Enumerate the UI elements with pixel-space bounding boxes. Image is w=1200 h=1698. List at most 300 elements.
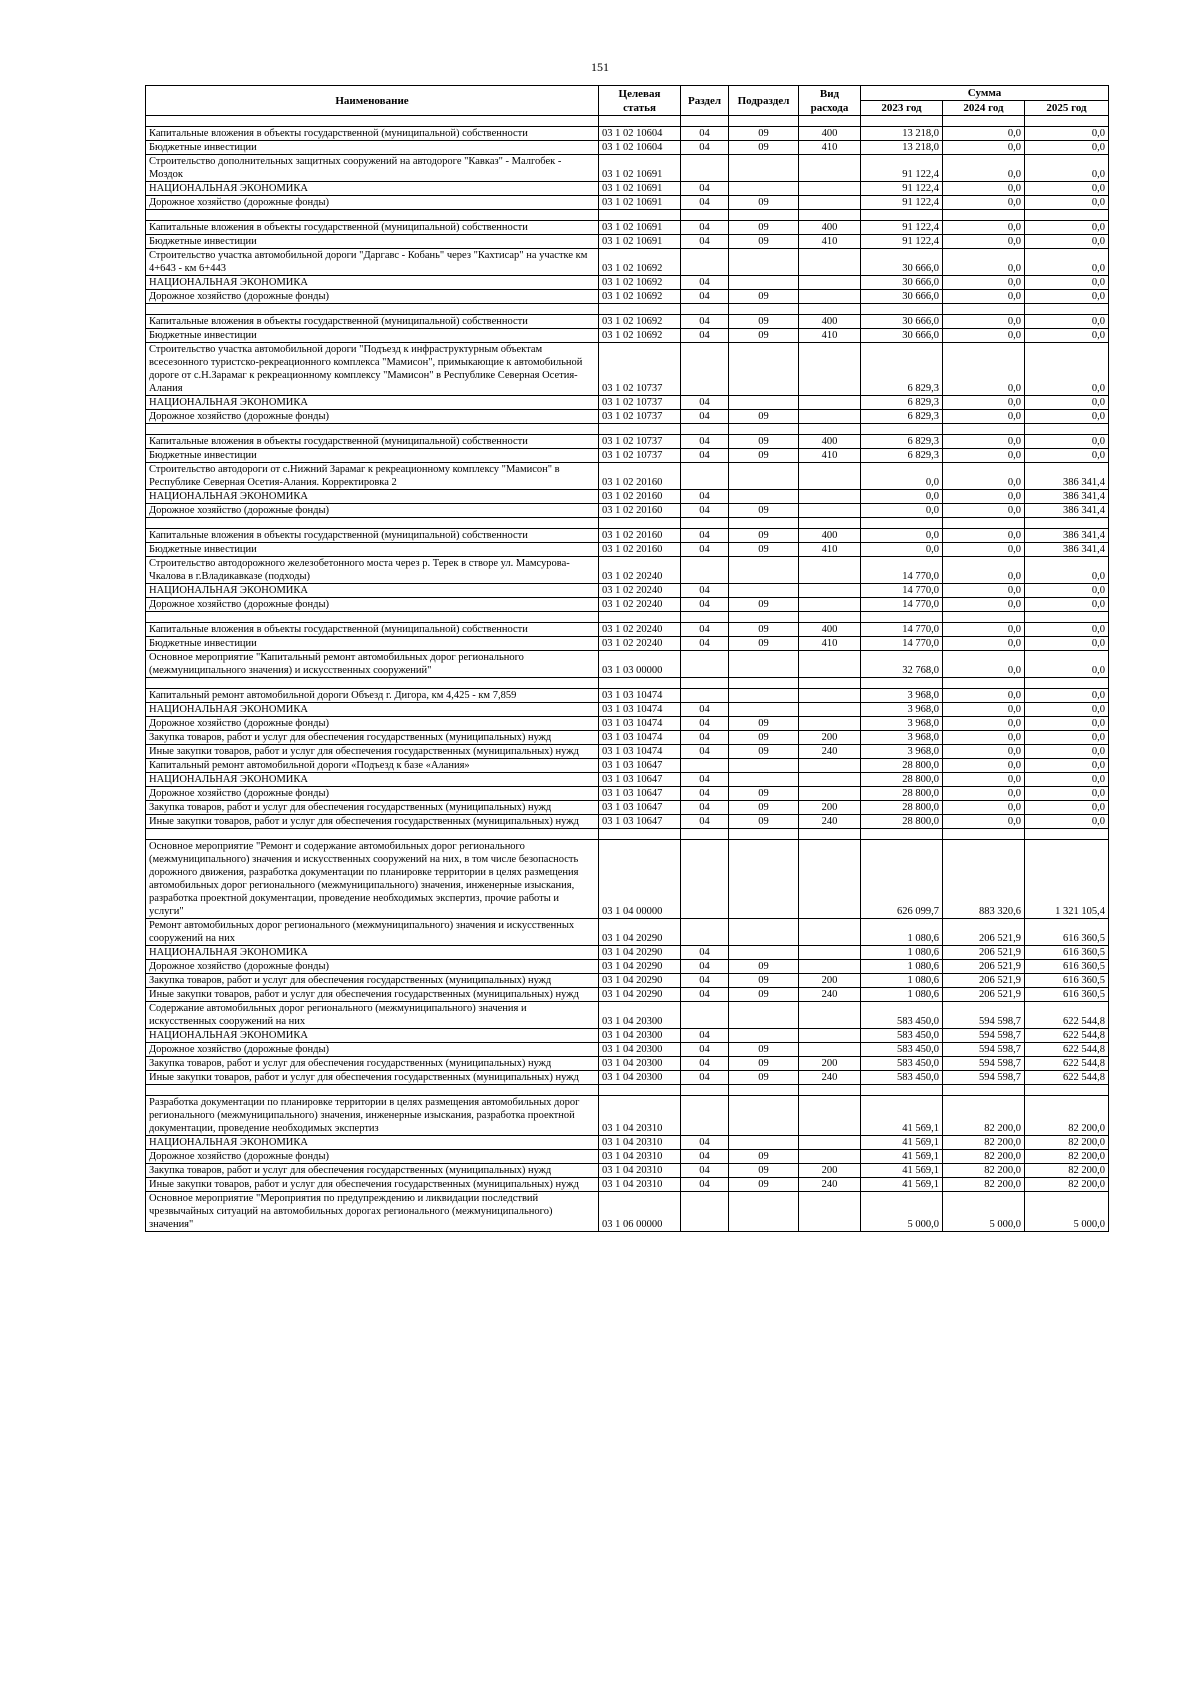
row-sum-2024: 206 521,9 bbox=[943, 919, 1025, 946]
row-subsection: 09 bbox=[729, 1178, 799, 1192]
row-sum-2025: 0,0 bbox=[1025, 235, 1109, 249]
row-name: Закупка товаров, работ и услуг для обеспечения государственных (муниципальных) нужд bbox=[146, 731, 599, 745]
row-expense-type: 400 bbox=[799, 221, 861, 235]
row-expense-type bbox=[799, 759, 861, 773]
row-name: Дорожное хозяйство (дорожные фонды) bbox=[146, 290, 599, 304]
row-subsection bbox=[729, 1029, 799, 1043]
table-row bbox=[146, 623, 1109, 637]
row-section bbox=[681, 155, 729, 182]
spacer-cell bbox=[1025, 304, 1109, 315]
row-target-article: 03 1 02 10737 bbox=[599, 410, 681, 424]
spacer-cell bbox=[681, 829, 729, 840]
spacer-cell bbox=[599, 678, 681, 689]
row-expense-type bbox=[799, 1096, 861, 1136]
table-row bbox=[146, 463, 1109, 490]
row-subsection bbox=[729, 276, 799, 290]
row-sum-2025: 0,0 bbox=[1025, 276, 1109, 290]
row-expense-type bbox=[799, 182, 861, 196]
row-section: 04 bbox=[681, 703, 729, 717]
row-name: Дорожное хозяйство (дорожные фонды) bbox=[146, 1043, 599, 1057]
row-name: НАЦИОНАЛЬНАЯ ЭКОНОМИКА bbox=[146, 490, 599, 504]
row-sum-2024: 0,0 bbox=[943, 435, 1025, 449]
row-expense-type bbox=[799, 196, 861, 210]
spacer-cell bbox=[861, 210, 943, 221]
row-expense-type: 200 bbox=[799, 801, 861, 815]
row-sum-2023: 0,0 bbox=[861, 463, 943, 490]
row-sum-2024: 0,0 bbox=[943, 235, 1025, 249]
table-row bbox=[146, 731, 1109, 745]
row-name: Иные закупки товаров, работ и услуг для обеспечения государственных (муниципальных) нужд bbox=[146, 1071, 599, 1085]
row-target-article: 03 1 02 10737 bbox=[599, 396, 681, 410]
row-name: Основное мероприятие "Капитальный ремонт автомобильных дорог регионального (межмуниципального значения) и искусственных сооружений" bbox=[146, 651, 599, 678]
row-section: 04 bbox=[681, 745, 729, 759]
row-name: Строительство автодорожного железобетонного моста через р. Терек в створе ул. Мамсурова-Чкалова в г.Владикавказе (подходы) bbox=[146, 557, 599, 584]
row-sum-2023: 41 569,1 bbox=[861, 1150, 943, 1164]
row-sum-2023: 0,0 bbox=[861, 490, 943, 504]
row-sum-2025: 616 360,5 bbox=[1025, 960, 1109, 974]
row-name: Основное мероприятие "Мероприятия по предупреждению и ликвидации последствий чрезвычайных ситуаций на автомобильных дорогах регионального (межмуниципального) значения" bbox=[146, 1192, 599, 1232]
row-sum-2023: 1 080,6 bbox=[861, 960, 943, 974]
header-year-2025: 2025 год bbox=[1025, 101, 1109, 116]
row-name: Бюджетные инвестиции bbox=[146, 543, 599, 557]
row-name: НАЦИОНАЛЬНАЯ ЭКОНОМИКА bbox=[146, 946, 599, 960]
row-expense-type bbox=[799, 651, 861, 678]
row-section: 04 bbox=[681, 543, 729, 557]
row-sum-2023: 14 770,0 bbox=[861, 598, 943, 612]
row-target-article: 03 1 02 20160 bbox=[599, 529, 681, 543]
row-section: 04 bbox=[681, 623, 729, 637]
row-sum-2023: 28 800,0 bbox=[861, 759, 943, 773]
row-sum-2024: 0,0 bbox=[943, 127, 1025, 141]
row-name: Строительство участка автомобильной дороги "Даргавс - Кобань" через "Кахтисар" на участке км 4+643 - км 6+443 bbox=[146, 249, 599, 276]
row-sum-2025: 0,0 bbox=[1025, 343, 1109, 396]
spacer-cell bbox=[681, 116, 729, 127]
row-sum-2024: 82 200,0 bbox=[943, 1178, 1025, 1192]
row-subsection: 09 bbox=[729, 623, 799, 637]
header-name: Наименование bbox=[146, 86, 599, 116]
row-sum-2023: 41 569,1 bbox=[861, 1096, 943, 1136]
row-section: 04 bbox=[681, 221, 729, 235]
row-expense-type: 400 bbox=[799, 315, 861, 329]
row-subsection bbox=[729, 1136, 799, 1150]
row-expense-type bbox=[799, 703, 861, 717]
row-sum-2025: 0,0 bbox=[1025, 449, 1109, 463]
row-expense-type bbox=[799, 155, 861, 182]
table-row bbox=[146, 689, 1109, 703]
row-subsection: 09 bbox=[729, 221, 799, 235]
spacer-cell bbox=[729, 116, 799, 127]
row-sum-2025: 0,0 bbox=[1025, 155, 1109, 182]
row-sum-2025: 0,0 bbox=[1025, 196, 1109, 210]
spacer-cell bbox=[599, 116, 681, 127]
row-name: Иные закупки товаров, работ и услуг для обеспечения государственных (муниципальных) нужд bbox=[146, 1178, 599, 1192]
row-expense-type: 410 bbox=[799, 329, 861, 343]
row-sum-2024: 0,0 bbox=[943, 623, 1025, 637]
spacer-cell bbox=[146, 304, 599, 315]
row-name: Капитальные вложения в объекты государственной (муниципальной) собственности bbox=[146, 529, 599, 543]
row-subsection: 09 bbox=[729, 141, 799, 155]
row-sum-2024: 82 200,0 bbox=[943, 1096, 1025, 1136]
row-sum-2023: 41 569,1 bbox=[861, 1178, 943, 1192]
row-name: Бюджетные инвестиции bbox=[146, 141, 599, 155]
row-sum-2024: 0,0 bbox=[943, 463, 1025, 490]
table-row bbox=[146, 946, 1109, 960]
row-sum-2024: 594 598,7 bbox=[943, 1043, 1025, 1057]
row-sum-2025: 0,0 bbox=[1025, 815, 1109, 829]
row-target-article: 03 1 04 20310 bbox=[599, 1096, 681, 1136]
row-name: Строительство автодороги от с.Нижний Зарамаг к рекреационному комплексу "Мамисон" в Республике Северная Осетия-Алания. Корректировка 2 bbox=[146, 463, 599, 490]
row-name: Закупка товаров, работ и услуг для обеспечения государственных (муниципальных) нужд bbox=[146, 1164, 599, 1178]
row-target-article: 03 1 04 20290 bbox=[599, 974, 681, 988]
row-expense-type bbox=[799, 343, 861, 396]
row-sum-2023: 583 450,0 bbox=[861, 1071, 943, 1085]
header-target-article: Целевая статья bbox=[599, 86, 681, 116]
row-expense-type: 200 bbox=[799, 731, 861, 745]
row-sum-2025: 386 341,4 bbox=[1025, 463, 1109, 490]
row-sum-2024: 0,0 bbox=[943, 396, 1025, 410]
row-name: Бюджетные инвестиции bbox=[146, 329, 599, 343]
table-row bbox=[146, 249, 1109, 276]
row-sum-2025: 616 360,5 bbox=[1025, 919, 1109, 946]
row-name: Капитальные вложения в объекты государственной (муниципальной) собственности bbox=[146, 435, 599, 449]
row-sum-2025: 622 544,8 bbox=[1025, 1043, 1109, 1057]
row-sum-2024: 206 521,9 bbox=[943, 946, 1025, 960]
table-row bbox=[146, 637, 1109, 651]
table-row bbox=[146, 960, 1109, 974]
row-expense-type bbox=[799, 584, 861, 598]
row-target-article: 03 1 02 20240 bbox=[599, 598, 681, 612]
spacer-row bbox=[146, 304, 1109, 315]
row-subsection: 09 bbox=[729, 127, 799, 141]
table-row bbox=[146, 1071, 1109, 1085]
row-subsection: 09 bbox=[729, 988, 799, 1002]
row-expense-type bbox=[799, 463, 861, 490]
row-sum-2023: 6 829,3 bbox=[861, 435, 943, 449]
row-target-article: 03 1 04 20300 bbox=[599, 1071, 681, 1085]
row-target-article: 03 1 02 20240 bbox=[599, 557, 681, 584]
row-section: 04 bbox=[681, 637, 729, 651]
table-row bbox=[146, 557, 1109, 584]
row-section: 04 bbox=[681, 1136, 729, 1150]
row-section bbox=[681, 1002, 729, 1029]
row-section: 04 bbox=[681, 787, 729, 801]
row-section bbox=[681, 759, 729, 773]
row-sum-2025: 0,0 bbox=[1025, 410, 1109, 424]
row-sum-2024: 0,0 bbox=[943, 290, 1025, 304]
row-subsection: 09 bbox=[729, 504, 799, 518]
row-section: 04 bbox=[681, 235, 729, 249]
row-subsection bbox=[729, 1002, 799, 1029]
row-name: Капитальные вложения в объекты государственной (муниципальной) собственности bbox=[146, 127, 599, 141]
row-section: 04 bbox=[681, 773, 729, 787]
table-row bbox=[146, 155, 1109, 182]
spacer-cell bbox=[146, 518, 599, 529]
row-sum-2023: 28 800,0 bbox=[861, 787, 943, 801]
row-sum-2023: 6 829,3 bbox=[861, 396, 943, 410]
row-target-article: 03 1 02 20160 bbox=[599, 463, 681, 490]
row-section bbox=[681, 463, 729, 490]
table-row bbox=[146, 840, 1109, 919]
row-expense-type: 400 bbox=[799, 127, 861, 141]
spacer-cell bbox=[146, 424, 599, 435]
row-name: Иные закупки товаров, работ и услуг для обеспечения государственных (муниципальных) нужд bbox=[146, 815, 599, 829]
row-subsection: 09 bbox=[729, 815, 799, 829]
table-row bbox=[146, 410, 1109, 424]
row-sum-2025: 0,0 bbox=[1025, 396, 1109, 410]
spacer-cell bbox=[943, 829, 1025, 840]
row-sum-2025: 1 321 105,4 bbox=[1025, 840, 1109, 919]
row-expense-type bbox=[799, 1029, 861, 1043]
row-section: 04 bbox=[681, 182, 729, 196]
row-name: Дорожное хозяйство (дорожные фонды) bbox=[146, 1150, 599, 1164]
spacer-row bbox=[146, 829, 1109, 840]
row-expense-type bbox=[799, 290, 861, 304]
row-section: 04 bbox=[681, 529, 729, 543]
table-row bbox=[146, 1164, 1109, 1178]
row-subsection bbox=[729, 490, 799, 504]
row-section: 04 bbox=[681, 1150, 729, 1164]
table-row bbox=[146, 1178, 1109, 1192]
row-sum-2023: 0,0 bbox=[861, 529, 943, 543]
row-section: 04 bbox=[681, 1029, 729, 1043]
row-expense-type bbox=[799, 557, 861, 584]
row-sum-2024: 0,0 bbox=[943, 543, 1025, 557]
row-sum-2025: 82 200,0 bbox=[1025, 1136, 1109, 1150]
row-subsection bbox=[729, 396, 799, 410]
row-sum-2023: 14 770,0 bbox=[861, 557, 943, 584]
row-section: 04 bbox=[681, 1164, 729, 1178]
row-section bbox=[681, 249, 729, 276]
row-sum-2024: 0,0 bbox=[943, 410, 1025, 424]
row-target-article: 03 1 02 10692 bbox=[599, 315, 681, 329]
table-row bbox=[146, 1057, 1109, 1071]
table-row bbox=[146, 543, 1109, 557]
spacer-row bbox=[146, 424, 1109, 435]
row-subsection bbox=[729, 759, 799, 773]
header-section: Раздел bbox=[681, 86, 729, 116]
row-name: Разработка документации по планировке территории в целях размещения автомобильных дорог регионального (межмуниципального) значения, инженерные изыскания, разработка проектной документации, проведение необходимых экспертиз bbox=[146, 1096, 599, 1136]
spacer-cell bbox=[681, 678, 729, 689]
row-target-article: 03 1 02 10691 bbox=[599, 235, 681, 249]
row-target-article: 03 1 03 10647 bbox=[599, 787, 681, 801]
row-subsection bbox=[729, 773, 799, 787]
row-target-article: 03 1 04 20300 bbox=[599, 1002, 681, 1029]
row-target-article: 03 1 03 00000 bbox=[599, 651, 681, 678]
row-sum-2024: 0,0 bbox=[943, 155, 1025, 182]
row-subsection: 09 bbox=[729, 801, 799, 815]
table-row bbox=[146, 717, 1109, 731]
row-sum-2023: 583 450,0 bbox=[861, 1029, 943, 1043]
table-row bbox=[146, 343, 1109, 396]
row-sum-2025: 0,0 bbox=[1025, 745, 1109, 759]
row-target-article: 03 1 03 10647 bbox=[599, 759, 681, 773]
row-target-article: 03 1 02 20160 bbox=[599, 504, 681, 518]
row-expense-type bbox=[799, 410, 861, 424]
row-name: Капитальные вложения в объекты государственной (муниципальной) собственности bbox=[146, 221, 599, 235]
row-sum-2023: 0,0 bbox=[861, 504, 943, 518]
row-target-article: 03 1 04 20300 bbox=[599, 1057, 681, 1071]
row-section: 04 bbox=[681, 396, 729, 410]
row-subsection bbox=[729, 689, 799, 703]
row-sum-2024: 0,0 bbox=[943, 651, 1025, 678]
row-sum-2025: 0,0 bbox=[1025, 598, 1109, 612]
row-sum-2023: 91 122,4 bbox=[861, 196, 943, 210]
row-section: 04 bbox=[681, 1043, 729, 1057]
row-expense-type bbox=[799, 504, 861, 518]
row-sum-2025: 0,0 bbox=[1025, 584, 1109, 598]
row-target-article: 03 1 02 10737 bbox=[599, 449, 681, 463]
row-sum-2025: 0,0 bbox=[1025, 787, 1109, 801]
row-sum-2025: 0,0 bbox=[1025, 623, 1109, 637]
row-sum-2023: 30 666,0 bbox=[861, 290, 943, 304]
spacer-cell bbox=[681, 424, 729, 435]
row-expense-type bbox=[799, 840, 861, 919]
row-expense-type bbox=[799, 960, 861, 974]
row-sum-2024: 0,0 bbox=[943, 504, 1025, 518]
row-section: 04 bbox=[681, 141, 729, 155]
row-sum-2024: 0,0 bbox=[943, 815, 1025, 829]
row-sum-2025: 0,0 bbox=[1025, 315, 1109, 329]
table-row bbox=[146, 1096, 1109, 1136]
spacer-cell bbox=[146, 1085, 599, 1096]
row-sum-2024: 0,0 bbox=[943, 490, 1025, 504]
row-sum-2024: 0,0 bbox=[943, 731, 1025, 745]
table-row bbox=[146, 235, 1109, 249]
spacer-cell bbox=[943, 304, 1025, 315]
table-row bbox=[146, 787, 1109, 801]
row-sum-2025: 0,0 bbox=[1025, 435, 1109, 449]
row-expense-type bbox=[799, 1002, 861, 1029]
spacer-cell bbox=[1025, 829, 1109, 840]
row-expense-type bbox=[799, 598, 861, 612]
row-section: 04 bbox=[681, 315, 729, 329]
row-target-article: 03 1 02 20240 bbox=[599, 584, 681, 598]
spacer-cell bbox=[599, 612, 681, 623]
spacer-cell bbox=[599, 210, 681, 221]
row-name: Бюджетные инвестиции bbox=[146, 235, 599, 249]
row-name: Капитальный ремонт автомобильной дороги Объезд г. Дигора, км 4,425 - км 7,859 bbox=[146, 689, 599, 703]
row-expense-type: 240 bbox=[799, 1178, 861, 1192]
row-expense-type bbox=[799, 249, 861, 276]
row-sum-2024: 0,0 bbox=[943, 343, 1025, 396]
spacer-cell bbox=[799, 116, 861, 127]
spacer-cell bbox=[799, 210, 861, 221]
table-row bbox=[146, 1150, 1109, 1164]
row-section bbox=[681, 840, 729, 919]
spacer-cell bbox=[681, 210, 729, 221]
row-sum-2024: 0,0 bbox=[943, 598, 1025, 612]
row-sum-2024: 0,0 bbox=[943, 773, 1025, 787]
row-subsection: 09 bbox=[729, 529, 799, 543]
row-sum-2023: 3 968,0 bbox=[861, 745, 943, 759]
row-sum-2023: 13 218,0 bbox=[861, 141, 943, 155]
row-section: 04 bbox=[681, 717, 729, 731]
row-section: 04 bbox=[681, 974, 729, 988]
row-name: НАЦИОНАЛЬНАЯ ЭКОНОМИКА bbox=[146, 396, 599, 410]
table-row bbox=[146, 584, 1109, 598]
row-section: 04 bbox=[681, 1057, 729, 1071]
table-row bbox=[146, 127, 1109, 141]
row-target-article: 03 1 02 20240 bbox=[599, 637, 681, 651]
row-sum-2025: 0,0 bbox=[1025, 801, 1109, 815]
row-sum-2023: 3 968,0 bbox=[861, 717, 943, 731]
row-sum-2023: 3 968,0 bbox=[861, 689, 943, 703]
row-subsection bbox=[729, 946, 799, 960]
table-row bbox=[146, 745, 1109, 759]
table-row bbox=[146, 221, 1109, 235]
spacer-cell bbox=[1025, 1085, 1109, 1096]
row-sum-2023: 41 569,1 bbox=[861, 1164, 943, 1178]
row-sum-2024: 82 200,0 bbox=[943, 1150, 1025, 1164]
row-sum-2023: 583 450,0 bbox=[861, 1002, 943, 1029]
row-target-article: 03 1 02 10691 bbox=[599, 221, 681, 235]
row-sum-2024: 0,0 bbox=[943, 637, 1025, 651]
row-section: 04 bbox=[681, 946, 729, 960]
row-subsection: 09 bbox=[729, 717, 799, 731]
row-subsection: 09 bbox=[729, 1150, 799, 1164]
row-sum-2025: 622 544,8 bbox=[1025, 1002, 1109, 1029]
row-sum-2024: 0,0 bbox=[943, 141, 1025, 155]
row-subsection: 09 bbox=[729, 329, 799, 343]
row-sum-2024: 206 521,9 bbox=[943, 988, 1025, 1002]
row-sum-2023: 6 829,3 bbox=[861, 410, 943, 424]
row-expense-type: 400 bbox=[799, 435, 861, 449]
row-subsection: 09 bbox=[729, 637, 799, 651]
row-section bbox=[681, 651, 729, 678]
table-body bbox=[146, 116, 1109, 1232]
row-target-article: 03 1 02 10692 bbox=[599, 329, 681, 343]
row-expense-type: 240 bbox=[799, 815, 861, 829]
row-name: Дорожное хозяйство (дорожные фонды) bbox=[146, 960, 599, 974]
spacer-cell bbox=[861, 678, 943, 689]
spacer-cell bbox=[599, 424, 681, 435]
row-section: 04 bbox=[681, 731, 729, 745]
row-expense-type bbox=[799, 1043, 861, 1057]
row-target-article: 03 1 04 20310 bbox=[599, 1178, 681, 1192]
row-section: 04 bbox=[681, 504, 729, 518]
row-expense-type bbox=[799, 1150, 861, 1164]
row-subsection: 09 bbox=[729, 787, 799, 801]
row-expense-type: 200 bbox=[799, 1164, 861, 1178]
row-sum-2023: 13 218,0 bbox=[861, 127, 943, 141]
spacer-row bbox=[146, 518, 1109, 529]
row-sum-2024: 0,0 bbox=[943, 449, 1025, 463]
row-name: НАЦИОНАЛЬНАЯ ЭКОНОМИКА bbox=[146, 773, 599, 787]
row-name: Дорожное хозяйство (дорожные фонды) bbox=[146, 717, 599, 731]
row-target-article: 03 1 03 10474 bbox=[599, 717, 681, 731]
row-expense-type: 410 bbox=[799, 637, 861, 651]
spacer-cell bbox=[943, 518, 1025, 529]
row-section: 04 bbox=[681, 815, 729, 829]
row-subsection: 09 bbox=[729, 315, 799, 329]
row-sum-2023: 41 569,1 bbox=[861, 1136, 943, 1150]
row-name: НАЦИОНАЛЬНАЯ ЭКОНОМИКА bbox=[146, 703, 599, 717]
row-expense-type: 410 bbox=[799, 543, 861, 557]
row-sum-2023: 30 666,0 bbox=[861, 329, 943, 343]
row-name: Дорожное хозяйство (дорожные фонды) bbox=[146, 787, 599, 801]
row-sum-2024: 0,0 bbox=[943, 196, 1025, 210]
row-sum-2025: 616 360,5 bbox=[1025, 946, 1109, 960]
row-sum-2024: 0,0 bbox=[943, 801, 1025, 815]
spacer-cell bbox=[1025, 116, 1109, 127]
row-subsection bbox=[729, 463, 799, 490]
spacer-cell bbox=[943, 678, 1025, 689]
row-sum-2025: 0,0 bbox=[1025, 773, 1109, 787]
row-section: 04 bbox=[681, 598, 729, 612]
spacer-cell bbox=[861, 116, 943, 127]
spacer-cell bbox=[943, 116, 1025, 127]
spacer-cell bbox=[146, 116, 599, 127]
